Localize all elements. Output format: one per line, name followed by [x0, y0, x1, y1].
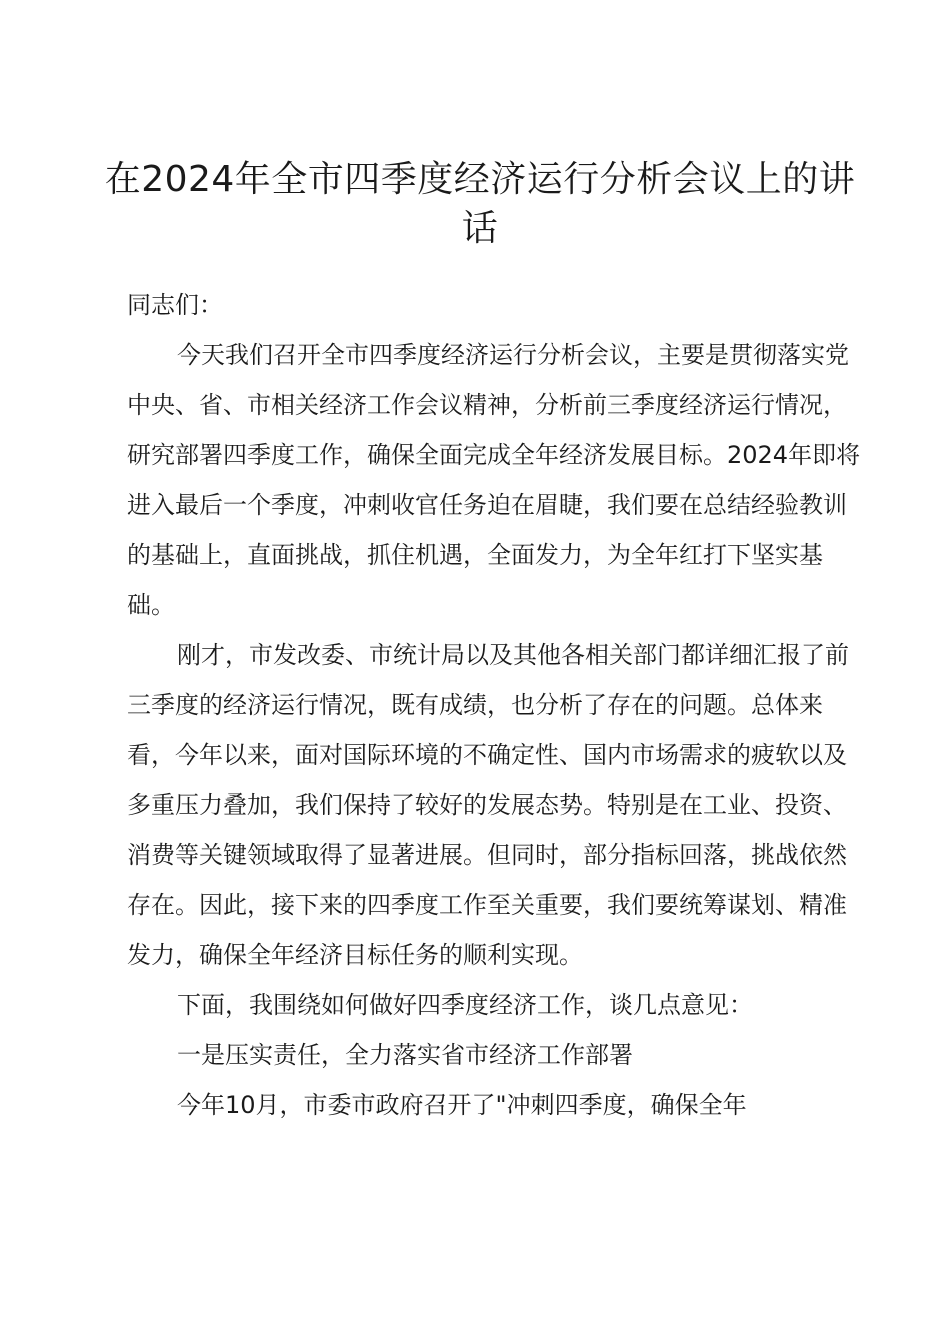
- paragraph-intro: 今天我们召开全市四季度经济运行分析会议，主要是贯彻落实党中央、省、市相关经济工作会议精神，分析前三季度经济运行情况，研究部署四季度工作，确保全面完成全年经济发展目标。2024年即将进入最后一个季度，冲刺收官任务迫在眉睫，我们要在总结经验教训的基础上，直面挑战，抓住机遇，全面发力，为全年红打下坚实基础。: [127, 341, 861, 619]
- document-title: 在2024年全市四季度经济运行分析会议上的讲话: [104, 159, 856, 249]
- document-body: [127, 280, 867, 1130]
- paragraph-opinions-lead: 下面，我围绕如何做好四季度经济工作，谈几点意见：: [177, 991, 753, 1019]
- paragraph-review: 刚才，市发改委、市统计局以及其他各相关部门都详细汇报了前三季度的经济运行情况，既有成绩，也分析了存在的问题。总体来看，今年以来，面对国际环境的不确定性、国内市场需求的疲软以及多重压力叠加，我们保持了较好的发展态势。特别是在工业、投资、消费等关键领域取得了显著进展。但同时，部分指标回落，挑战依然存在。因此，接下来的四季度工作至关重要，我们要统筹谋划、精准发力，确保全年经济目标任务的顺利实现。: [127, 641, 849, 969]
- salutation: 同志们：: [127, 291, 223, 319]
- paragraph-section-1: 今年10月，市委市政府召开了"冲刺四季度，确保全年: [177, 1091, 747, 1119]
- section-heading-1: 一是压实责任，全力落实省市经济工作部署: [177, 1041, 633, 1069]
